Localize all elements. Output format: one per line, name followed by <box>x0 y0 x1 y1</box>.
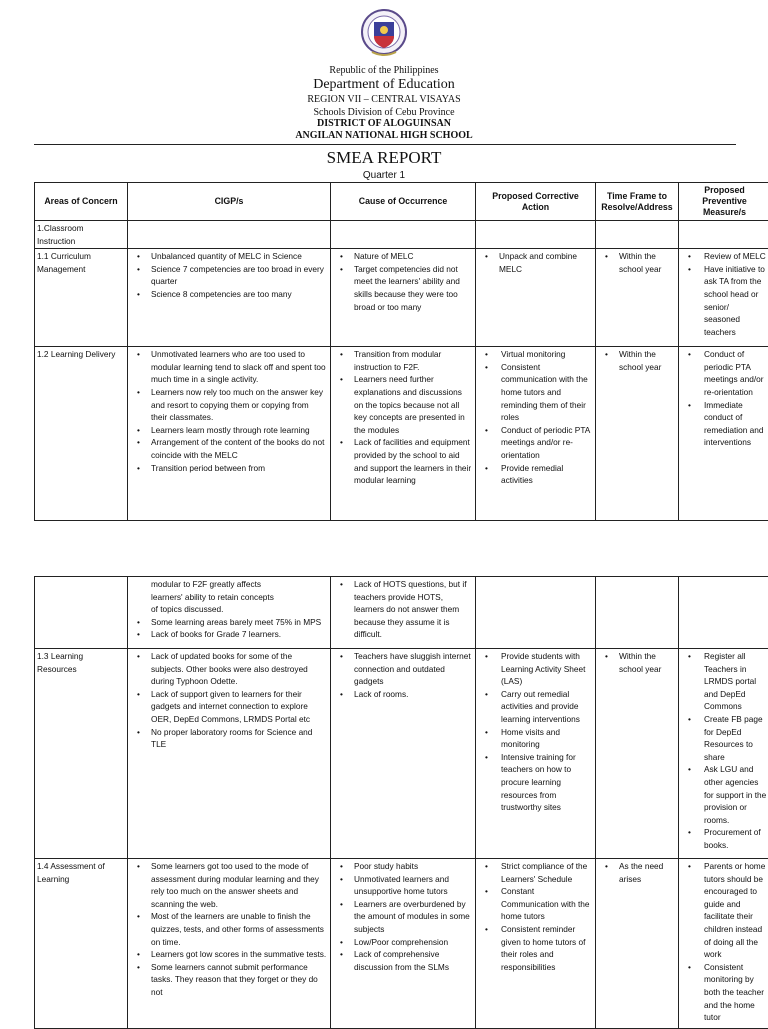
list-item: • Lack of support given to learners for their gadgets and internet connection to explore OER, DepEd Commons, LRMDS Portal etc <box>131 688 327 726</box>
list-item: • Register all Teachers in LRMDS portal and DepEd Commons <box>682 650 767 713</box>
area-cell: 1.1 Curriculum Management <box>35 249 128 347</box>
list-item: • As the need arises <box>599 860 675 885</box>
list-item: • Conduct of periodic PTA meetings and/or re-orientation <box>479 424 592 462</box>
col-header-cigp: CIGP/s <box>128 183 331 221</box>
table-row <box>35 859 768 1029</box>
col-header-timeframe: Time Frame to Resolve/Address <box>596 183 679 221</box>
list-item: • Arrangement of the content of the books do not coincide with the MELC <box>131 436 327 461</box>
list-item: • Have initiative to ask TA from the school head or senior/ seasoned teachers <box>682 263 767 339</box>
list-item: • Lack of HOTS questions, but if teachers provide HOTS, learners do not answer them because they assume it is difficult. <box>334 578 472 641</box>
header-divider <box>34 144 736 145</box>
list-item: • Poor study habits <box>334 860 472 873</box>
list-item: • Some learners got too used to the mode of assessment during modular learning and they rely too much on the answer sheets and scanning the web. <box>131 860 327 910</box>
list-item: • Conduct of periodic PTA meetings and/or re-orientation <box>682 348 767 398</box>
section-label: 1.Classroom Instruction <box>35 221 128 249</box>
list-item: • No proper laboratory rooms for Science and TLE <box>131 726 327 751</box>
school-line: ANGILAN NATIONAL HIGH SCHOOL <box>0 130 768 141</box>
table-row <box>35 577 768 649</box>
list-item: • Immediate conduct of remediation and interventions <box>682 399 767 449</box>
quarter-label: Quarter 1 <box>0 170 768 181</box>
list-item: • Learners now rely too much on the answer key and resort to copying them or copying from their classmates. <box>131 386 327 424</box>
list-item: • Strict compliance of the Learners' Schedule <box>479 860 592 885</box>
list-item: • Unbalanced quantity of MELC in Science <box>131 250 327 263</box>
list-item: • Transition from modular instruction to F2F. <box>334 348 472 373</box>
list-item: • Home visits and monitoring <box>479 726 592 751</box>
col-header-action: Proposed Corrective Action <box>476 183 596 221</box>
list-item: • Most of the learners are unable to finish the quizzes, tests, and other forms of assessments on time. <box>131 910 327 948</box>
list-item: • Some learning areas barely meet 75% in MPS <box>131 616 327 629</box>
list-item: • Lack of comprehensive discussion from the SLMs <box>334 948 472 973</box>
list-item: • Transition period between from <box>131 462 327 475</box>
list-item: • Learners learn mostly through rote learning <box>131 424 327 437</box>
continued-text: of topics discussed. <box>151 603 327 616</box>
list-item: • Carry out remedial activities and provide learning interventions <box>479 688 592 726</box>
list-item: • Unpack and combine MELC <box>479 250 592 275</box>
list-item: • Ask LGU and other agencies for support in the provision or rooms. <box>682 763 767 826</box>
list-item: • Low/Poor comprehension <box>334 936 472 949</box>
area-cell: 1.2 Learning Delivery <box>35 347 128 521</box>
list-item: • Science 7 competencies are too broad in every quarter <box>131 263 327 288</box>
list-item: • Unmotivated learners and unsupportive home tutors <box>334 873 472 898</box>
list-item: • Some learners cannot submit performance tasks. They reason that they forget or they do not <box>131 961 327 999</box>
list-item: • Target competencies did not meet the learners' ability and skills because they were too broad or too many <box>334 263 472 313</box>
list-item: • Lack of updated books for some of the subjects. Other books were also destroyed during Typhoon Odette. <box>131 650 327 688</box>
list-item: • Learners need further explanations and discussions on the topics because not all key concepts are presented in the modules <box>334 373 472 436</box>
col-header-areas: Areas of Concern <box>35 183 128 221</box>
list-item: • Lack of rooms. <box>334 688 472 701</box>
col-header-cause: Cause of Occurrence <box>331 183 476 221</box>
table-row <box>35 649 768 859</box>
list-item: • Unmotivated learners who are too used to modular learning tend to slack off and spent too much time in a single activity. <box>131 348 327 386</box>
list-item: • Within the school year <box>599 250 675 275</box>
list-item: • Science 8 competencies are too many <box>131 288 327 301</box>
list-item: • Procurement of books. <box>682 826 767 851</box>
area-cell: 1.3 Learning Resources <box>35 649 128 859</box>
list-item: • Lack of books for Grade 7 learners. <box>131 628 327 641</box>
list-item: • Nature of MELC <box>334 250 472 263</box>
list-item: • Learners are overburdened by the amount of modules in some subjects <box>334 898 472 936</box>
smea-table-page1 <box>34 182 768 521</box>
list-item: • Provide remedial activities <box>479 462 592 487</box>
list-item: • Learners got low scores in the summative tests. <box>131 948 327 961</box>
list-item: • Within the school year <box>599 348 675 373</box>
list-item: • Teachers have sluggish internet connection and outdated gadgets <box>334 650 472 688</box>
republic-line: Republic of the Philippines <box>0 65 768 76</box>
district-line: DISTRICT OF ALOGUINSAN <box>0 118 768 129</box>
list-item: • Virtual monitoring <box>479 348 592 361</box>
division-line: Schools Division of Cebu Province <box>0 107 768 118</box>
list-item: • Parents or home tutors should be encouraged to guide and facilitate their children instead of doing all the work <box>682 860 767 961</box>
continued-text: modular to F2F greatly affects <box>151 578 327 591</box>
continued-text: learners' ability to retain concepts <box>151 591 327 604</box>
list-item: • Consistent communication with the home tutors and reminding them of their roles <box>479 361 592 424</box>
list-item: • Consistent reminder given to home tutors of their roles and responsibilities <box>479 923 592 973</box>
region-line: REGION VII – CENTRAL VISAYAS <box>0 94 768 105</box>
list-item: • Consistent monitoring by both the teacher and the home tutor <box>682 961 767 1024</box>
list-item: • Lack of facilities and equipment provided by the school to aid and support the learners in their modular learning <box>334 436 472 486</box>
list-item: • Provide students with Learning Activity Sheet (LAS) <box>479 650 592 688</box>
list-item: • Review of MELC <box>682 250 767 263</box>
smea-table-page2 <box>34 576 768 1029</box>
table-row <box>35 347 768 521</box>
area-cell: 1.4 Assessment of Learning <box>35 859 128 1029</box>
list-item: • Intensive training for teachers on how to procure learning resources from trustworthy sites <box>479 751 592 814</box>
col-header-preventive: Proposed Preventive Measure/s <box>679 183 768 221</box>
list-item: • Within the school year <box>599 650 675 675</box>
report-title: SMEA REPORT <box>0 148 768 168</box>
list-item: • Constant Communication with the home tutors <box>479 885 592 923</box>
table-row <box>35 249 768 347</box>
deped-seal-logo <box>360 8 408 60</box>
list-item: • Create FB page for DepEd Resources to share <box>682 713 767 763</box>
department-line: Department of Education <box>0 77 768 93</box>
